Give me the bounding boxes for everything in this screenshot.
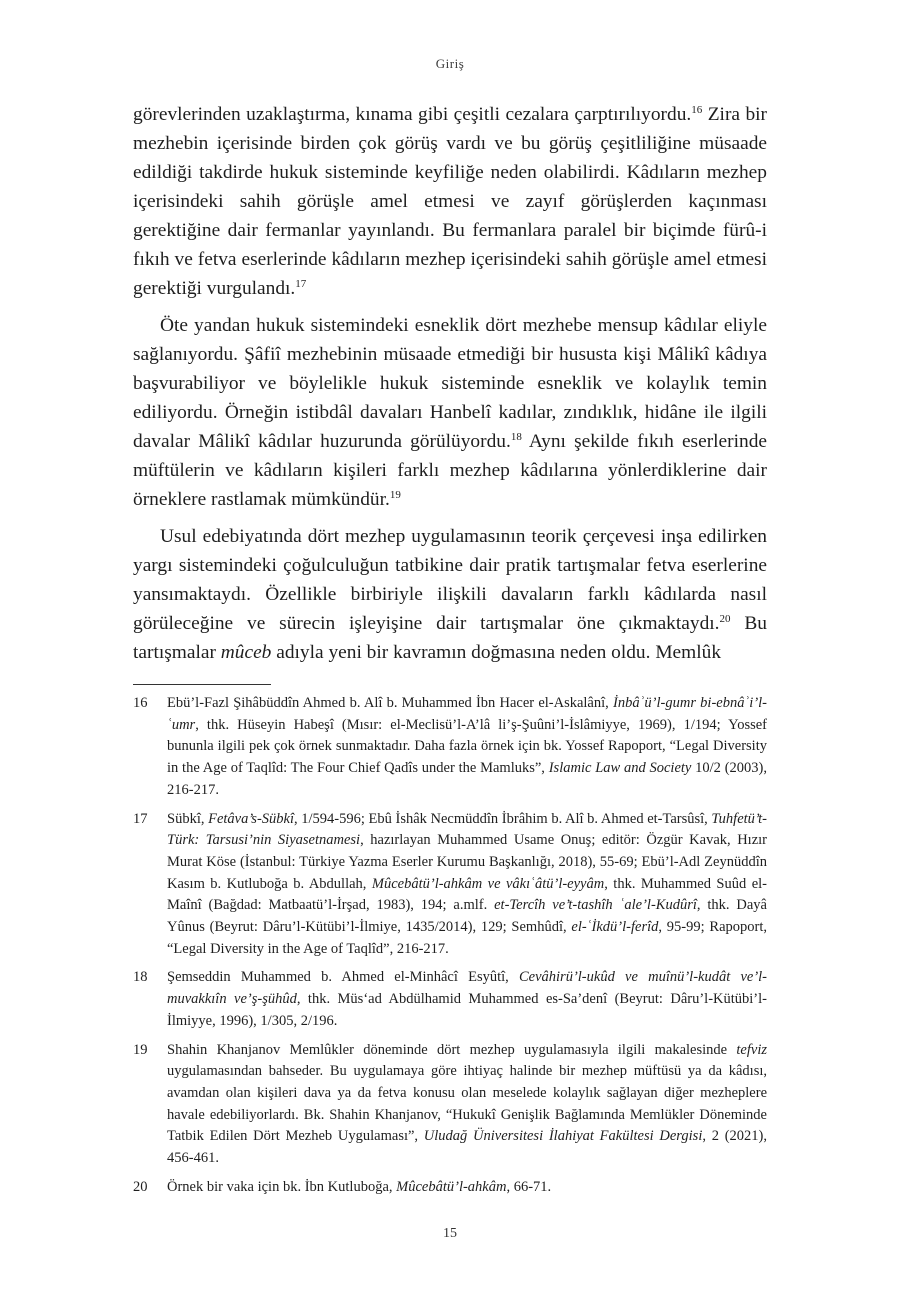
text-run: Şemseddin Muhammed b. Ahmed el-Minhâcî Esyûtî,	[167, 969, 519, 986]
paragraph-2	[133, 311, 767, 514]
footnote-ref-17[interactable]: 17	[295, 278, 307, 290]
text-run: , 1/594-596; Ebû İshâk Necmüddîn İbrâhim b. Alî b. Ahmed et-Tarsûsî,	[294, 810, 712, 827]
italic-term: mûceb	[220, 642, 272, 663]
footnote-number: 16	[133, 695, 148, 711]
paragraph-text: Aynı şekilde fıkıh eserlerinde müftülerin ve kâdıların kişileri farklı mezhep kâdılarına yönlerdiklerine dair örneklere rastlamak mümkündür.	[133, 431, 767, 510]
text-run: , thk. Hüseyin Habeşî (Mısır: el-Meclisü’l-A’lâ li’ş-Şuûni’l-İslâmiyye, 1969), 1/194; Yossef bununla ilgili pek çok örnek sunmaktadır. Daha fazla örnek için bk. Yossef Rapoport, “Legal Diversity in the Age of Taqlîd: The Four Chief Qadîs under the Mamluks”,	[167, 716, 767, 777]
text-run: , 66-71.	[506, 1178, 552, 1195]
text-run: , thk. Dayâ Yûnus (Beyrut: Dâru’l-Kütübi’l-İlmiye, 1435/2014), 129; Semhûdî,	[167, 897, 767, 936]
text-run: , hazırlayan Muhammed Usame Onuş; editör: Özgür Kavak, Hızır Murat Köse (İstanbul: Türkiye Yazma Eserler Kurumu Başkanlığı, 2018), 55-69; Ebü’l-Adl Zeynüddîn Kasım b. Kutluboğa b. Abdullah,	[167, 832, 767, 892]
paragraph-text: Zira bir mezhebin içerisinde birden çok görüş vardı ve bu görüş çeşitliliğine müsaade edildiği takdirde hukuk sisteminde keyfiliğe neden olabilirdi. Kâdıların mezhep içerisindeki sahih görüşle amel etmesi ve zayıf görüşlerden kaçınması gerektiğine dair fermanlar yayınlandı. Bu fermanlara paralel bir biçimde fürû-i fıkıh ve fetva eserlerinde kâdıların mezhep içerisindeki sahih görüşle amel etmesi gerektiği vurgulandı.	[133, 104, 768, 299]
italic-title: Fetâva’s-Sübkî	[208, 810, 294, 827]
footnote-ref-16[interactable]: 16	[691, 104, 703, 116]
paragraph-1	[133, 100, 767, 303]
text-run: Ebü’l-Fazl Şihâbüddîn Ahmed b. Alî b. Muhammed İbn Hacer el-Askalânî,	[167, 695, 613, 711]
text-run: , 95-99; Rapoport, “Legal Diversity in the Age of Taqlîd”, 216-217.	[167, 919, 767, 957]
paragraph-text: görevlerinden uzaklaştırma, kınama gibi çeşitli cezalara çarptırılıyordu.	[133, 104, 692, 125]
footnote-number: 18	[133, 969, 148, 986]
italic-title: Cevâhirü’l-ukûd ve muînü’l-kudât ve’l-muvakkıîn ve’ş-şühûd	[167, 969, 768, 1008]
footnote-text	[167, 1040, 767, 1170]
text-run: , thk. Müs‘ad Abdülhamid Muhammed es-Sa’denî (Beyrut: Dâru’l-Kütübi’l-İlmiyye, 1996), 1/305, 2/196.	[167, 991, 767, 1029]
footnote-number: 19	[133, 1041, 148, 1058]
italic-title: İnbâʾü’l-gumr bi-ebnâʾi’l-ʿumr	[167, 695, 768, 733]
footnote-19	[133, 1040, 767, 1170]
page-number: 15	[443, 1226, 457, 1241]
footnote-rule	[133, 684, 271, 685]
footnote-number: 17	[133, 810, 148, 827]
paragraph-text: Bu tartışmalar	[133, 613, 767, 663]
footnote-ref-18[interactable]: 18	[510, 431, 522, 443]
italic-title: et-Tercîh ve’t-tashîh ʿale’l-Kudûrî	[494, 897, 697, 914]
main-text	[133, 100, 767, 675]
footnote-ref-20[interactable]: 20	[719, 613, 731, 625]
paragraph-text: Öte yandan hukuk sistemindeki esneklik dört mezhebe mensup kâdılar eliyle sağlanıyordu. Şâfiî mezhebinin müsaade etmediği bir hususta kişi Mâlikî kâdıya başvurabiliyor ve böylelikle hukuk sisteminde esneklik ve kolaylık temin ediliyordu. Örneğin istibdâl davaları Hanbelî kadılar, zındıklık, hidâne ile ilgili davalar Mâlikî kâdılar huzurunda görülüyordu.	[133, 315, 767, 452]
footnotes	[133, 693, 767, 1205]
italic-title: el-ʿİkdü’l-ferîd	[571, 919, 659, 936]
italic-term: tefviz	[736, 1041, 767, 1058]
footnote-17	[133, 809, 767, 961]
text-run: Örnek bir vaka için bk. İbn Kutluboğa,	[167, 1178, 397, 1195]
italic-title: Uludağ Üniversitesi İlahiyat Fakültesi Dergisi	[423, 1128, 703, 1145]
italic-title: Islamic Law and Society	[548, 760, 692, 777]
footnote-ref-19[interactable]: 19	[389, 489, 401, 501]
italic-title: Tuhfetü’t-Türk: Tarsusi’nin Siyasetnamesi	[167, 810, 767, 849]
footnote-number: 20	[133, 1178, 148, 1195]
footnote-text	[167, 967, 767, 1032]
text-run: Sübkî,	[167, 810, 209, 827]
text-run: uygulamasından bahseder. Bu uygulamaya göre ihtiyaç halinde bir mezhep müftüsü ya da kâdısı, avamdan olan kişileri dava ya da fetva konusu olan meselede kolaylık sağlayan diğer mezheplere havale edebiliyorlardı. Bk. Shahin Khanjanov, “Hukukî Genişlik Bağlamında Memlükler Döneminde Tatbik Edilen Dört Mezheb Uygulaması”,	[167, 1063, 767, 1145]
footnote-20	[133, 1177, 767, 1199]
italic-title: Mûcebâtü’l-ahkâm	[396, 1178, 507, 1195]
running-head: Giriş	[435, 56, 465, 71]
footnote-text	[167, 809, 767, 961]
text-run: 10/2 (2003), 216-217.	[167, 760, 767, 798]
paragraph-text: Usul edebiyatında dört mezhep uygulamasının teorik çerçevesi inşa edilirken yargı sistemindeki çoğulculuğun tatbikine dair pratik tartışmalar fetva eserlerine yansımaktaydı. Özellikle birbiriyle ilişkili davaların farklı kâdılarda nasıl görüleceğine ve sürecin işleyişine dair tartışmalar öne çıkmaktaydı.	[133, 526, 767, 634]
text-run: , thk. Muhammed Suûd el-Maînî (Bağdad: Matbaatü’l-İrşad, 1983), 194; a.mlf.	[167, 875, 767, 914]
paragraph-text: adıyla yeni bir kavramın doğmasına neden oldu. Memlûk	[271, 642, 722, 663]
text-run: , 2 (2021), 456-461.	[167, 1128, 767, 1167]
footnote-text	[167, 1177, 767, 1199]
footnote-16	[133, 693, 767, 802]
italic-title: Mûcebâtü’l-ahkâm ve vâkıʿâtü’l-eyyâm	[371, 875, 605, 892]
text-run: Shahin Khanjanov Memlûkler döneminde dört mezhep uygulamasıyla ilgili makalesinde	[167, 1041, 737, 1058]
footnote-text	[167, 693, 767, 802]
paragraph-3	[133, 522, 767, 667]
footnote-18	[133, 967, 767, 1032]
